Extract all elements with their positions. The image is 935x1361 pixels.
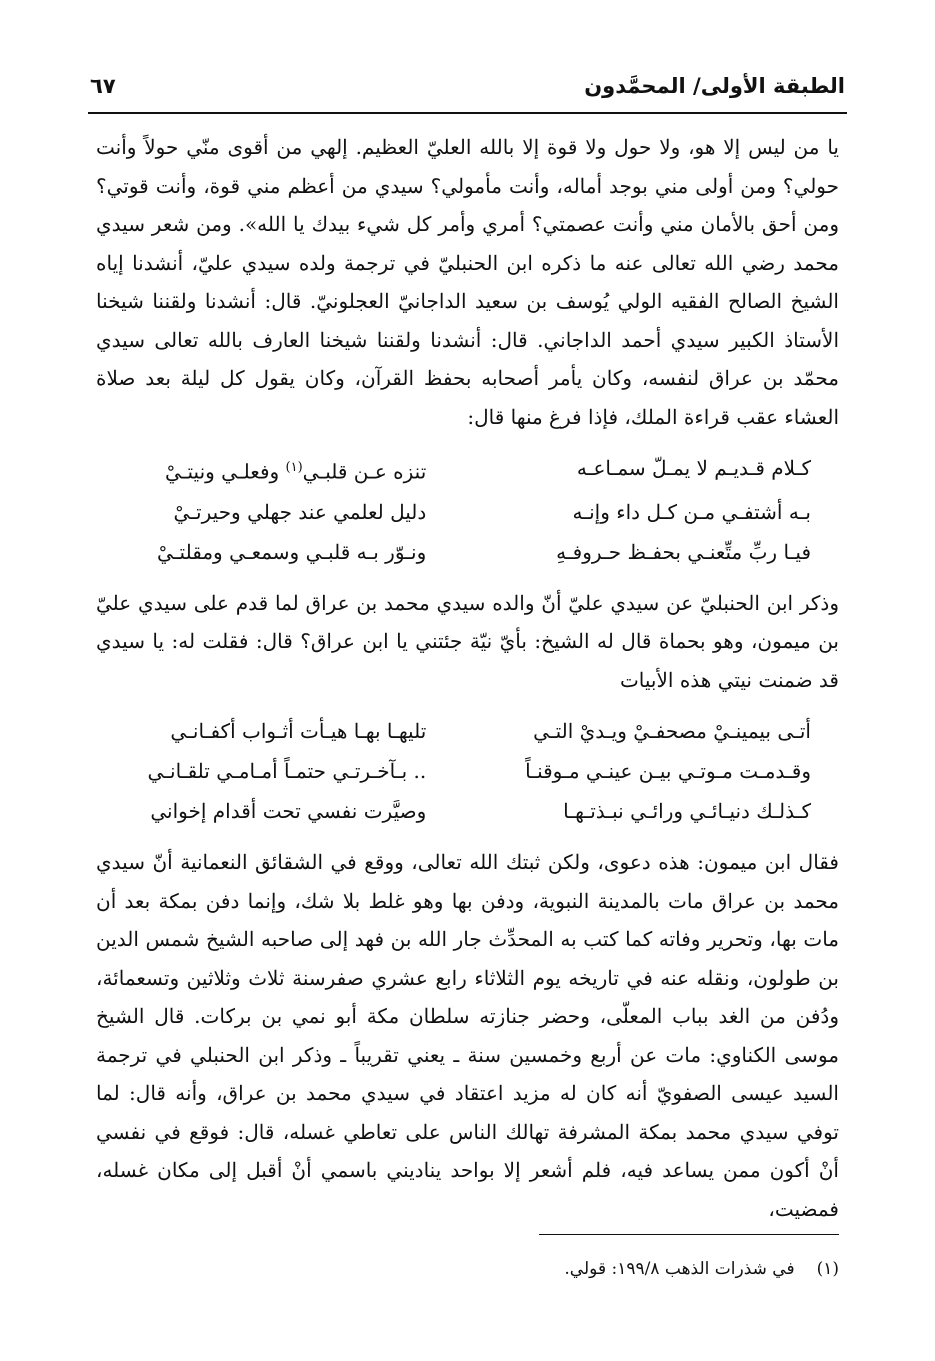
- verse-first-hemistich: وقـدمـت مـوتـي بيـن عينـي مـوقنـاً: [525, 759, 811, 784]
- page-number: ٦٧: [90, 74, 116, 98]
- footnote: [96, 1254, 839, 1284]
- paragraph-1: يا من ليس إلا هو، ولا حول ولا قوة إلا بالله العليّ العظيم. إلهي من أقوى منّي حولاً وأنت حولي؟ ومن أولى مني بوجد أماله، وأنت مأمولي؟ سيدي من أعظم مني قوة، وأنت قوتي؟ ومن أحق بالأمان مني وأنت عصمتي؟ أمري وأمر كل شيء بيدك يا الله». ومن شعر سيدي محمد رضي الله تعالى عنه ما ذكره ابن الحنبليّ في ترجمة ولده سيدي عليّ، أنشدنا إياه الشيخ الصالح الفقيه الولي يُوسف بن سعيد الداجانيّ العجلونيّ. قال: أنشدنا ولقننا شيخنا الأستاذ الكبير سيدي أحمد الداجاني. قال: أنشدنا ولقننا شيخنا العارف بالله تعالى سيدي محمّد بن عراق لنفسه، وكان يأمر أصحابه بحفظ القرآن، وكان يقول كل ليلة بعد صلاة العشاء عقب قراءة الملك، فإذا فرغ منها قال:: [96, 135, 839, 429]
- verse-line: [124, 791, 811, 831]
- verse-second-hemistich: .. بـآخـرتـي حتمـاً أمـامـي تلقـانـي: [147, 759, 427, 784]
- verse-first-hemistich: بـه أشتفـي مـن كـل داء وإنـه: [572, 499, 811, 524]
- paragraph-2: وذكر ابن الحنبليّ عن سيدي عليّ أنّ والده سيدي محمد بن عراق لما قدم على سيدي عليّ بن ميمون، وهو بحماة قال له الشيخ: بأيّ نيّة جئتني يا ابن عراق؟ قال: فقلت له: يا سيدي قد ضمنت نيتي هذه الأبيات: [96, 590, 839, 692]
- verse-line: [124, 448, 811, 492]
- running-title: الطبقة الأولى/ المحمَّدون: [584, 74, 845, 98]
- verse-second-hemistich: وصيَّرت نفسي تحت أقدام إخواني: [150, 799, 427, 824]
- footnote-marker: (١): [285, 460, 303, 475]
- verse-text: وفعلـي ونيتـيْ: [164, 459, 286, 484]
- main-text: [96, 128, 839, 1228]
- verse-line: [124, 711, 811, 751]
- verse-first-hemistich: كـلام قـديـم لا يمـلّ سمـاعـه: [576, 456, 811, 480]
- verse-second-hemistich: تليهـا بهـا هيـأت أثـواب أكفـانـي: [170, 719, 427, 744]
- footnote-number: (١): [816, 1259, 839, 1279]
- paragraph-3: فقال ابن ميمون: هذه دعوى، ولكن ثبتك الله تعالى، ووقع في الشقائق النعمانية أنّ سيدي محمد بن عراق مات بالمدينة النبوية، ودفن بها وهو غلط بلا شك، وإنما دفن بمكة بعد أن مات بها، وتحرير وفاته كما كتب به المحدِّث جار الله بن فهد إلى صاحبه الشيخ شمس الدين بن طولون، ونقله عنه في تاريخه يوم الثلاثاء رابع عشري صفرسنة ثلاث وثلاثين وتسعمائة، ودُفن من الغد بباب المعلّى، وحضر جنازته سلطان مكة أبو نمي بن بركات. قال الشيخ موسى الكناوي: مات عن أربع وخمسين سنة ـ يعني تقريباً ـ وذكر ابن الحنبلي في ترجمة السيد عيسى الصفويّ أنه كان له مزيد اعتقاد في سيدي محمد بن عراق، وأنه قال: لما توفي سيدي محمد بمكة المشرفة تهالك الناس على تعاطي غسله، قال: فوقع في نفسي أنْ أكون ممن يساعد فيه، فلم أشعر إلا بواحد يناديني باسمي أنْ أقبل إلى مكان غسله، فمضيت،: [96, 850, 839, 1221]
- verse-second-hemistich: [124, 448, 426, 492]
- footnote-text: في شذرات الذهب ١٩٩/٨: قولي.: [564, 1259, 795, 1279]
- page-header: [90, 66, 845, 106]
- verse-first-hemistich: أتـى بيمينـيْ مصحفـيْ ويـديْ التـي: [533, 719, 811, 744]
- verse-second-hemistich: دليل لعلمي عند جهلي وحيرتـيْ: [173, 499, 427, 524]
- footnote-divider: [539, 1234, 839, 1235]
- verse-line: [124, 751, 811, 791]
- verse-first-hemistich: فيـا ربِّ متِّعنـي بحفـظ حـروفـهِ: [556, 539, 811, 564]
- poem-1: [124, 448, 811, 572]
- verse-second-hemistich: ونـوّر بـه قلبـي وسمعـي ومقلتـيْ: [157, 539, 427, 564]
- poem-2: [124, 711, 811, 831]
- verse-first-hemistich: كـذلـك دنيـائـي ورائـي نبـذتـهـا: [563, 799, 811, 824]
- header-divider: [88, 112, 847, 114]
- verse-line: [124, 532, 811, 572]
- verse-text: تنزه عـن قلبـي: [302, 459, 427, 484]
- verse-line: [124, 492, 811, 532]
